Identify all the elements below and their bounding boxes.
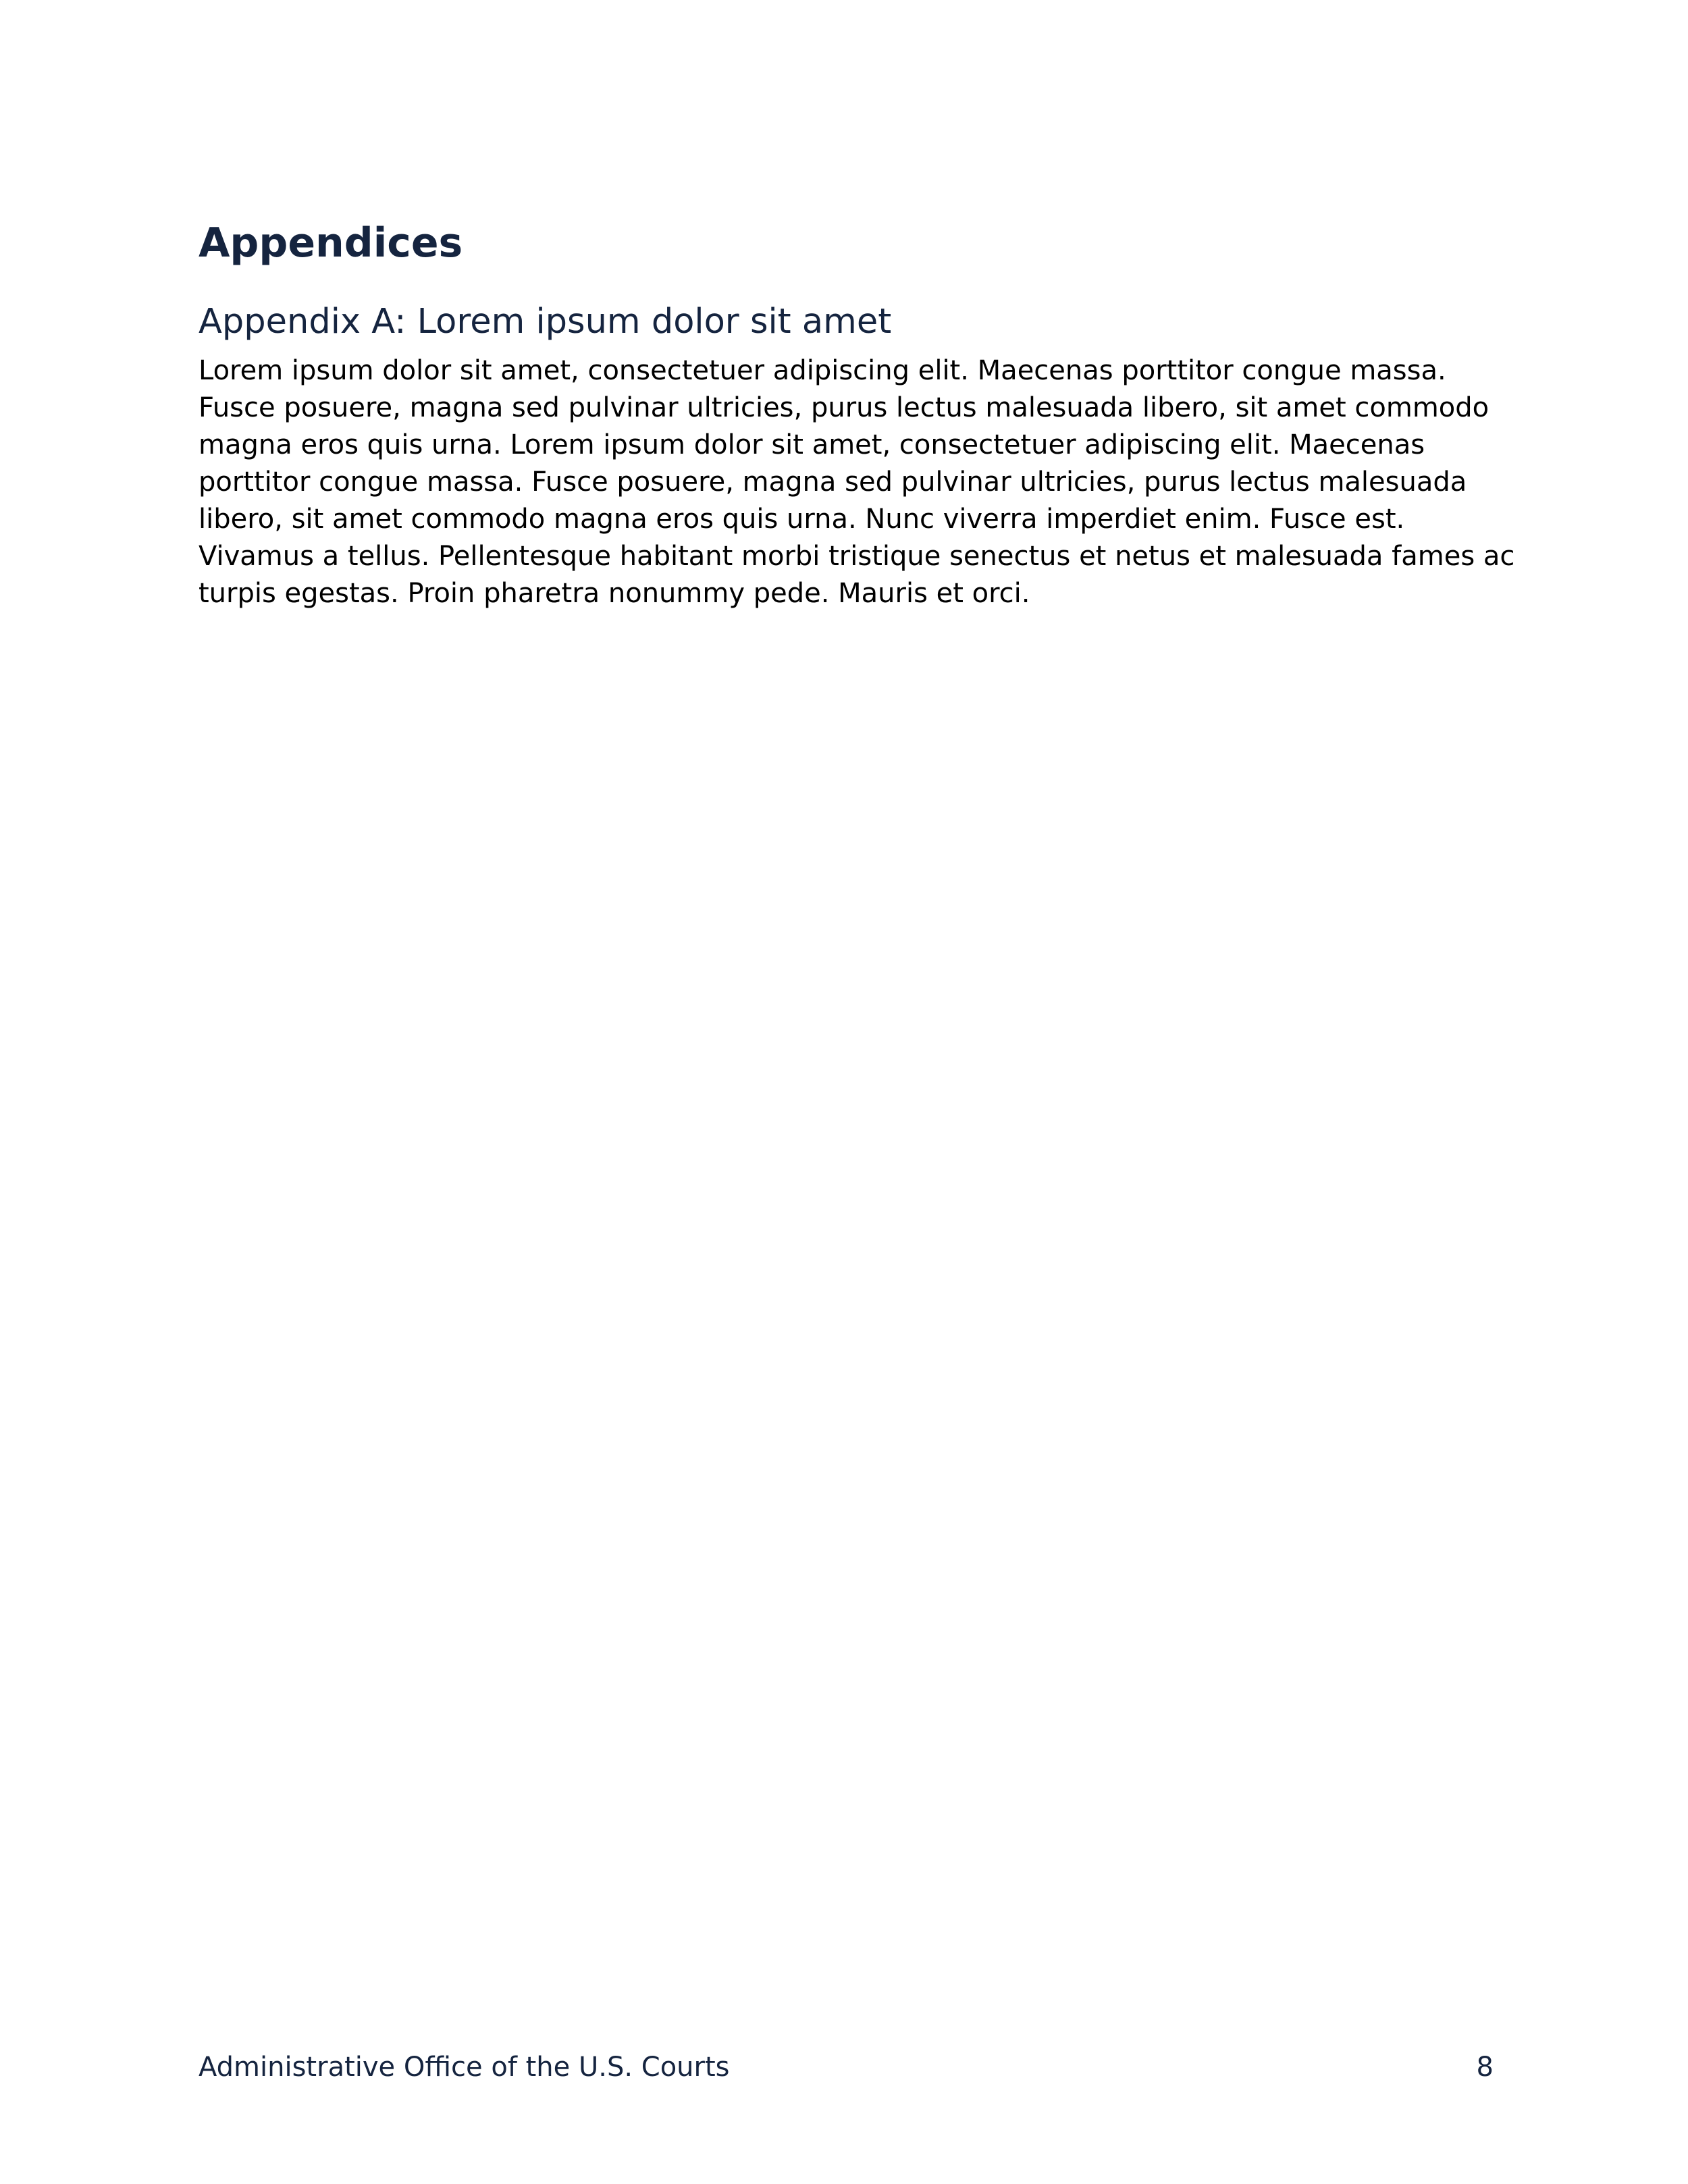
- footer-organization: Administrative Office of the U.S. Courts: [199, 2052, 730, 2083]
- page-content: [199, 216, 1522, 612]
- appendix-a-title: Appendix A: Lorem ipsum dolor sit amet: [199, 302, 892, 342]
- page-title: Appendices: [199, 219, 463, 267]
- page-number: 8: [1476, 2052, 1494, 2083]
- page-footer: [199, 2046, 1494, 2089]
- appendix-a-body: Lorem ipsum dolor sit amet, consectetuer adipiscing elit. Maecenas porttitor congue massa. Fusce posuere, magna sed pulvinar ultricies, purus lectus malesuada libero, sit amet commodo magna eros quis urna. Lorem ipsum dolor sit amet, consectetuer adipiscing elit. Maecenas porttitor congue massa. Fusce posuere, magna sed pulvinar ultricies, purus lectus malesuada libero, sit amet commodo magna eros quis urna. Nunc viverra imperdiet enim. Fusce est. Vivamus a tellus. Pellentesque habitant morbi tristique senectus et netus et malesuada fames ac turpis egestas. Proin pharetra nonummy pede. Mauris et orci.: [199, 355, 1515, 609]
